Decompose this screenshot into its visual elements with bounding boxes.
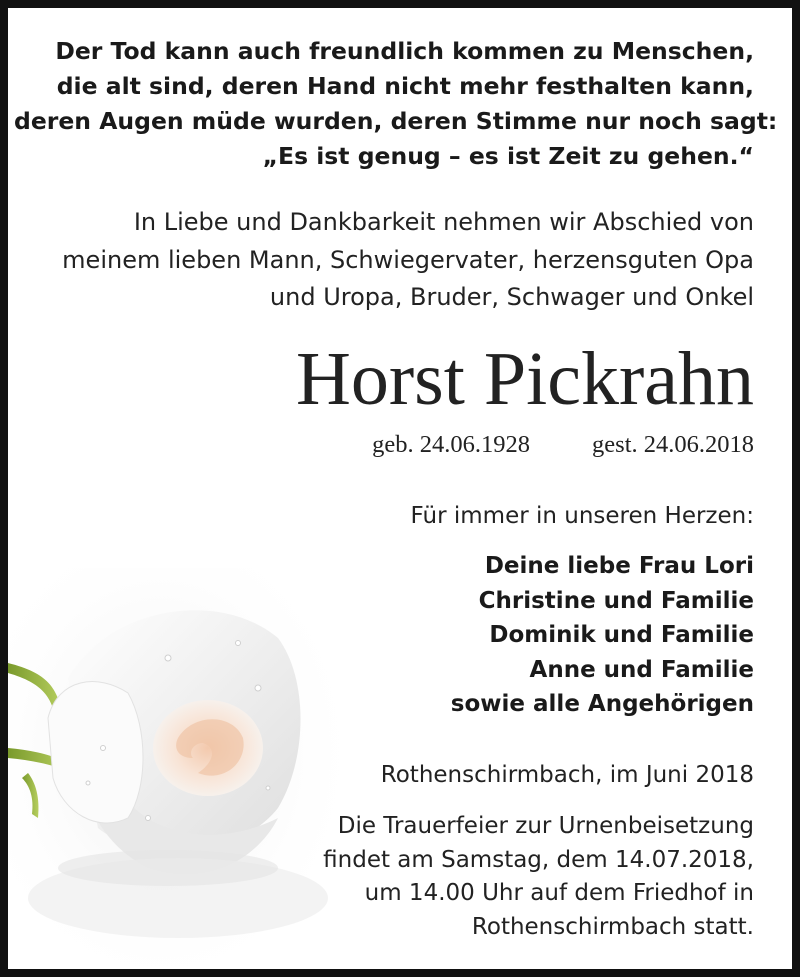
life-dates xyxy=(14,428,754,462)
mourner-name: sowie alle Angehörigen xyxy=(450,691,754,717)
mourner-name: Deine liebe Frau Lori xyxy=(484,553,754,579)
ceremony-line: Rothenschirmbach statt. xyxy=(471,913,754,940)
place-date: Rothenschirmbach, im Juni 2018 xyxy=(380,762,754,788)
intro-line: und Uropa, Bruder, Schwager und Onkel xyxy=(269,283,754,311)
ceremony-line: Die Trauerfeier zur Urnenbeisetzung xyxy=(337,813,754,839)
poem-block xyxy=(14,34,778,174)
mourners-heading: Für immer in unseren Herzen: xyxy=(410,503,754,529)
deceased-name: Horst Pickrahn xyxy=(295,337,754,421)
poem-line: Der Tod kann auch freundlich kommen zu Menschen, xyxy=(55,37,754,65)
poem-line: „Es ist genug – es ist Zeit zu gehen.“ xyxy=(262,142,754,170)
mourners-list xyxy=(254,549,754,722)
ceremony-line: um 14.00 Uhr auf dem Friedhof in xyxy=(364,880,754,906)
poem-line: die alt sind, deren Hand nicht mehr festhalten kann, xyxy=(56,72,754,100)
birth-date: geb. 24.06.1928 xyxy=(372,431,531,458)
mourner-name: Christine und Familie xyxy=(478,587,754,614)
poem-line: deren Augen müde wurden, deren Stimme nur noch sagt: xyxy=(14,107,778,135)
intro-line: meinem lieben Mann, Schwiegervater, herzensguten Opa xyxy=(62,245,754,274)
mourner-name: Dominik und Familie xyxy=(489,622,754,648)
mourner-name: Anne und Familie xyxy=(529,656,754,683)
intro-line: In Liebe und Dankbarkeit nehmen wir Abschied von xyxy=(133,208,754,236)
ceremony-line: findet am Samstag, dem 14.07.2018, xyxy=(323,846,754,873)
ceremony-info xyxy=(254,810,754,944)
farewell-intro xyxy=(14,204,754,317)
death-date: gest. 24.06.2018 xyxy=(592,431,754,458)
